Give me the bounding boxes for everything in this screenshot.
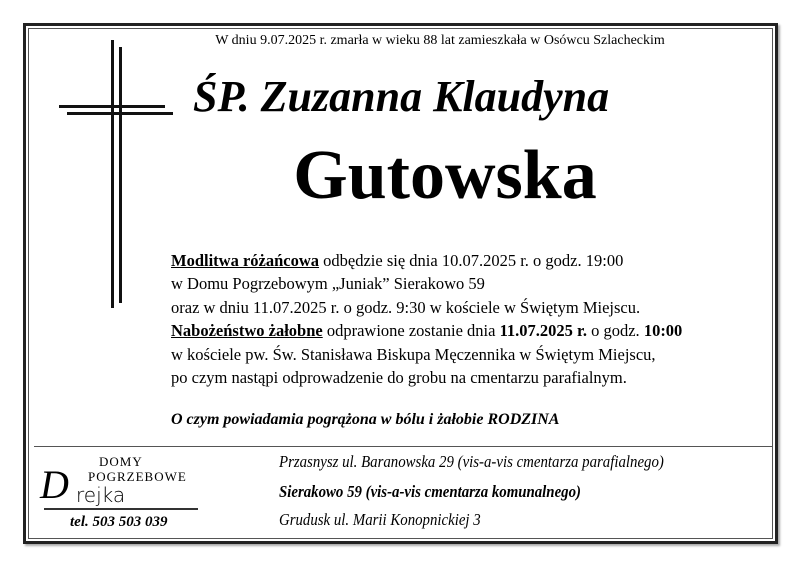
- church-text: oraz w dniu 11.07.2025 r. o godz. 9:30 w kościele w Świętym Miejscu.: [171, 297, 641, 317]
- logo-domy: DOMY: [99, 454, 143, 469]
- address-grudusk: Grudusk ul. Marii Konopnickiej 3: [279, 510, 481, 529]
- logo-pogrzebowe: POGRZEBOWE: [88, 469, 187, 484]
- deceased-surname: Gutowska: [293, 137, 597, 214]
- service-text-2: o godz.: [586, 321, 644, 341]
- address-sierakowo: Sierakowo 59 (vis-a-vis cmentarza komunalnego): [279, 482, 581, 501]
- rosary-text: odbędzie się dnia 10.07.2025 r. o godz. 19:00: [319, 251, 624, 270]
- closing-line: O czym powiadamia pogrążona w bólu i żałobie RODZINA: [171, 411, 560, 428]
- rosary-heading: Modlitwa różańcowa: [171, 251, 320, 270]
- service-text: odprawione zostanie dnia: [322, 321, 500, 341]
- phone-number: tel. 503 503 039: [70, 514, 168, 530]
- deceased-first-names: ŚP. Zuzanna Klaudyna: [193, 72, 610, 121]
- death-notice-line: W dniu 9.07.2025 r. zmarła w wieku 88 lat zamieszkała w Osówcu Szlacheckim: [215, 33, 665, 48]
- address-przasnysz: Przasnysz ul. Baranowska 29 (vis-a-vis cmentarza parafialnego): [279, 452, 664, 471]
- logo-rejka: rejka: [76, 483, 126, 507]
- logo-initial: D: [40, 462, 69, 507]
- divider: [34, 446, 772, 447]
- service-date: 11.07.2025 r.: [499, 321, 587, 341]
- burial-text: po czym nastąpi odprowadzenie do grobu na cmentarzu parafialnym.: [171, 368, 627, 388]
- logo-underline: [44, 508, 198, 510]
- service-heading: Nabożeństwo żałobne: [171, 321, 323, 341]
- service-location: w kościele pw. Św. Stanisława Biskupa Męczennika w Świętym Miejscu,: [171, 344, 656, 364]
- funeral-details: [171, 249, 682, 389]
- service-time: 10:00: [643, 321, 683, 341]
- rosary-location: w Domu Pogrzebowym „Juniak” Sierakowo 59: [171, 274, 485, 294]
